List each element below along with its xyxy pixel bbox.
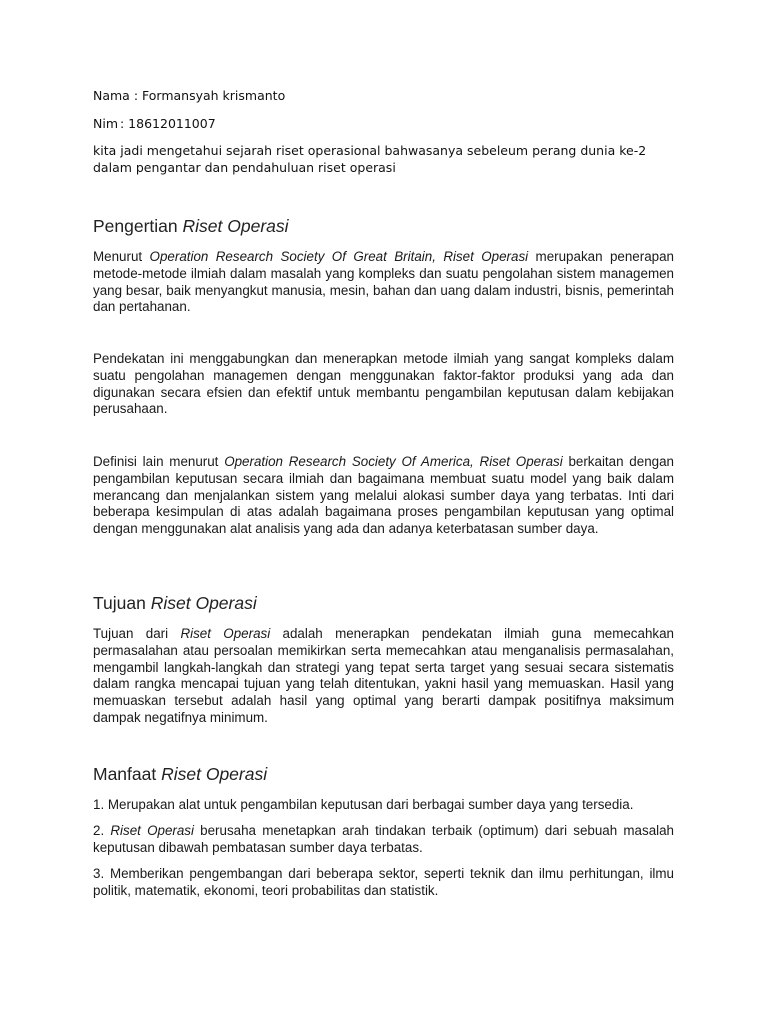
pengertian-paragraph-1 (93, 249, 674, 316)
italic-run: Operation Research Society Of America, Riset Operasi (224, 454, 563, 469)
manfaat-item-3: 3. Memberikan pengembangan dari beberapa sektor, seperti teknik dan ilmu perhitungan, ilmu politik, matematik, ekonomi, teori probabilitas dan statistik. (93, 866, 674, 898)
text-run: adalah menerapkan pendekatan ilmiah guna memecahkan permasalahan atau persoalan memikirkan serta memecahkan atau menganalisis permasalahan, mengambil langkah-langkah dan strategi yang tepat serta target yang sesuai secara sistematis dalam rangka mencapai tujuan yang telah ditentukan, yakni hasil yang memuaskan. Hasil yang memuaskan tersebut adalah hasil yang optimal yang berarti dampak positifnya maksimum dampak negatifnya minimum. (93, 626, 674, 725)
text-run: 2. (93, 823, 111, 838)
heading-manfaat (93, 763, 267, 785)
text-run: Definisi lain menurut (93, 454, 225, 469)
text-run: merupakan penerapan metode-metode ilmiah dalam masalah yang kompleks dan suatu pengolahan sistem managemen yang besar, baik menyangkut manusia, mesin, bahan dan uang dalam industri, bisnis, pemerintah dan pertahanan. (93, 249, 674, 315)
tujuan-paragraph (93, 626, 674, 727)
heading-italic: Riset Operasi (161, 764, 268, 784)
heading-plain: Pengertian (93, 216, 183, 236)
text-run: berkaitan dengan pengambilan keputusan secara ilmiah dan bagaimana membuat suatu model yang baik dalam merancang dan menjalankan sistem yang melalui alokasi sumber daya yang terbatas. Inti dari beberapa kesimpulan di atas adalah bagaimana proses pengambilan keputusan yang optimal dengan menggunakan alat analisis yang ada dan adanya keterbatasan sumber daya. (93, 454, 674, 537)
heading-italic: Riset Operasi (150, 593, 257, 613)
nim-value: : 18612011007 (120, 116, 216, 131)
heading-plain: Tujuan (93, 593, 151, 613)
heading-italic: Riset Operasi (182, 216, 289, 236)
text-run: berusaha menetapkan arah tindakan terbaik (optimum) dari sebuah masalah keputusan dibawah pembatasan sumber daya terbatas. (93, 823, 675, 855)
pengertian-paragraph-2: Pendekatan ini menggabungkan dan menerapkan metode ilmiah yang sangat kompleks dalam suatu pengolahan managemen dengan menggunakan faktor-faktor produksi yang ada dan digunakan secara efsien dan efektif untuk membantu pengambilan keputusan dalam kebijakan perusahaan. (93, 351, 674, 417)
intro-paragraph: kita jadi mengetahui sejarah riset operasional bahwasanya sebeleum perang dunia ke-2 dalam pengantar dan pendahuluan riset operasi (93, 143, 647, 175)
manfaat-item-2 (93, 823, 674, 857)
pengertian-paragraph-3 (93, 454, 674, 538)
student-nim (93, 115, 683, 132)
italic-run: Riset Operasi (110, 823, 194, 838)
italic-run: Operation Research Society Of Great Britain, Riset Operasi (149, 249, 529, 264)
heading-pengertian (93, 215, 289, 237)
heading-plain: Manfaat (93, 764, 162, 784)
student-name (93, 87, 683, 104)
nim-label: Nim (93, 116, 118, 131)
italic-run: Riset Operasi (180, 626, 271, 641)
name-text: Nama : Formansyah krismanto (93, 88, 286, 103)
text-run: Menurut (93, 249, 150, 264)
heading-tujuan (93, 592, 257, 614)
manfaat-item-1: 1. Merupakan alat untuk pengambilan keputusan dari berbagai sumber daya yang tersedia. (93, 797, 634, 812)
text-run: Tujuan dari (93, 626, 181, 641)
